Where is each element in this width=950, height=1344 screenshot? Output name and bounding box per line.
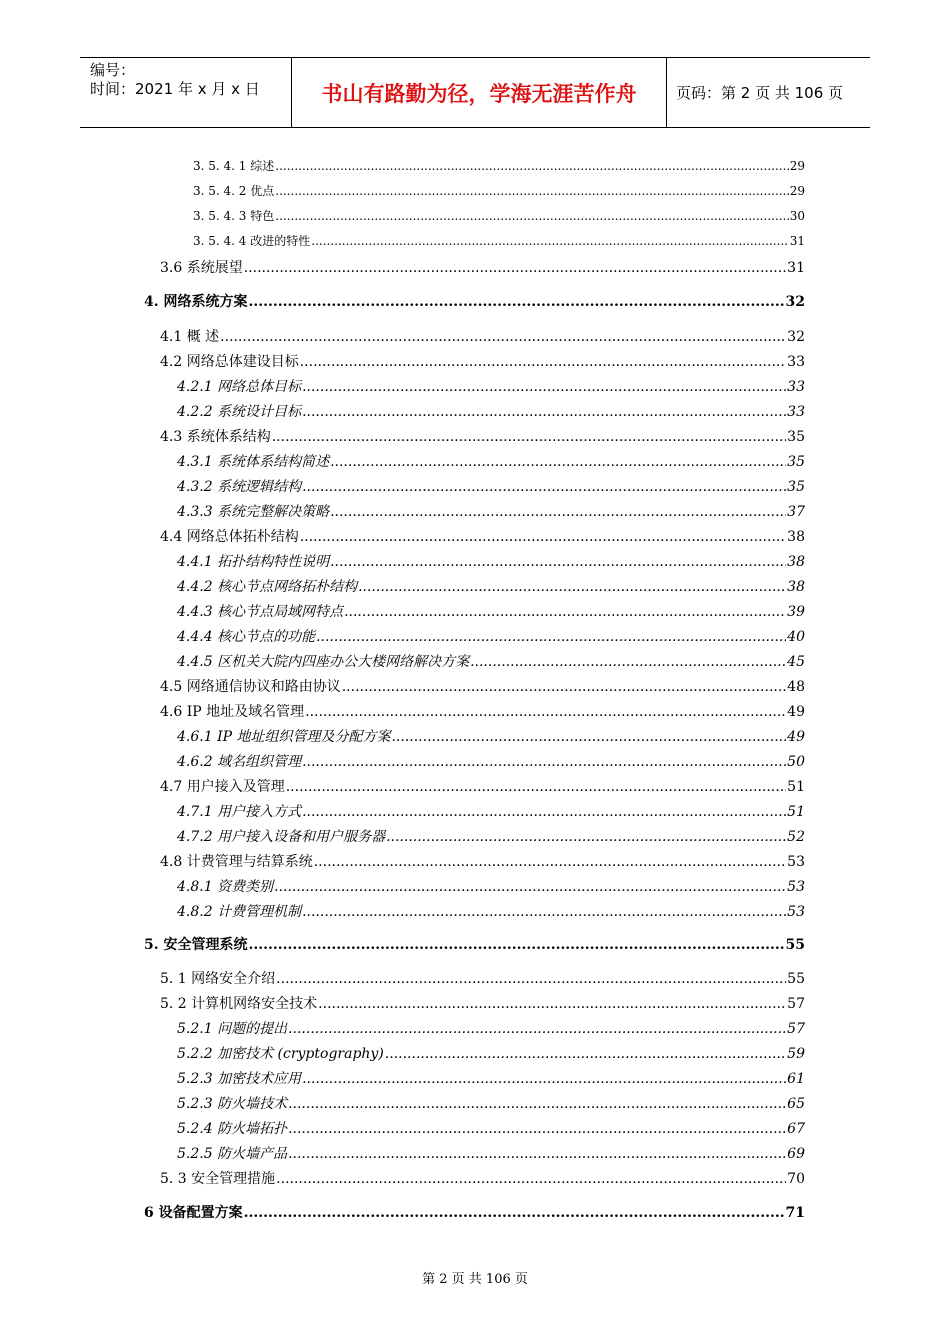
toc-entry-page: 35 [787,479,805,495]
toc-leader-dots [249,937,785,953]
toc-leader-dots [272,429,786,445]
toc-leader-dots [302,904,786,920]
toc-leader-dots [288,1096,786,1112]
toc-entry-label: 4.3.2 系统逻辑结构 [177,479,302,495]
toc-entry-page: 38 [787,579,805,595]
toc-entry-label: 4.6.2 域名组织管理 [177,754,302,770]
toc-entry-label: 4.3.1 系统体系结构简述 [177,454,330,470]
toc-entry[interactable] [193,157,805,174]
toc-entry-label: 4.6 IP 地址及域名管理 [160,704,305,720]
toc-entry[interactable] [160,676,805,696]
toc-entry-label: 4.8.1 资费类别 [177,879,274,895]
toc-leader-dots [385,1046,786,1062]
toc-leader-dots [342,679,786,695]
toc-entry-page: 32 [785,294,805,310]
toc-entry-page: 29 [789,159,805,173]
toc-entry[interactable] [144,934,805,954]
toc-leader-dots [288,1021,786,1037]
toc-entry-page: 49 [787,704,805,720]
toc-leader-dots [244,1205,785,1221]
toc-entry[interactable] [177,826,805,846]
toc-leader-dots [302,404,786,420]
toc-entry-label: 3. 5. 4. 3 特色 [193,209,275,223]
toc-entry[interactable] [177,651,805,671]
toc-entry-label: 3. 5. 4. 1 综述 [193,159,275,173]
toc-entry-label: 4.8.2 计费管理机制 [177,904,302,920]
header-meta [80,58,292,127]
toc-entry-label: 4.7 用户接入及管理 [160,779,285,795]
toc-entry-page: 39 [787,604,805,620]
toc-leader-dots [302,479,786,495]
toc-entry-label: 4.1 概 述 [160,329,220,345]
toc-entry-page: 49 [787,729,805,745]
toc-leader-dots [275,184,788,198]
toc-entry[interactable] [177,1068,805,1088]
toc-entry[interactable] [177,601,805,621]
toc-entry[interactable] [177,751,805,771]
toc-entry[interactable] [160,526,805,546]
toc-leader-dots [330,554,786,570]
toc-leader-dots [330,504,786,520]
toc-entry-page: 71 [785,1205,805,1221]
toc-entry[interactable] [177,501,805,521]
toc-entry-page: 30 [789,209,805,223]
toc-entry-label: 3.6 系统展望 [160,260,243,276]
toc-entry-page: 48 [787,679,805,695]
toc-leader-dots [314,854,786,870]
toc-entry[interactable] [144,291,805,311]
toc-entry[interactable] [177,551,805,571]
page-footer: 第 2 页 共 106 页 [422,1272,528,1287]
toc-entry-label: 4.4 网络总体拓朴结构 [160,529,299,545]
toc-leader-dots [288,1146,786,1162]
toc-entry[interactable] [177,1043,805,1063]
toc-entry[interactable] [177,726,805,746]
toc-leader-dots [344,604,786,620]
toc-entry-label: 4.4.1 拓扑结构特性说明 [177,554,330,570]
toc-entry-label: 4.3.3 系统完整解决策略 [177,504,330,520]
toc-entry-label: 5.2.3 防火墙技术 [177,1096,288,1112]
toc-leader-dots [330,454,786,470]
toc-entry[interactable] [160,326,805,346]
toc-entry-label: 5. 安全管理系统 [144,937,248,953]
toc-entry-label: 4.2.1 网络总体目标 [177,379,302,395]
toc-entry-page: 53 [787,854,805,870]
toc-entry-label: 4.6.1 IP 地址组织管理及分配方案 [177,729,391,745]
page-header [80,57,870,128]
toc-entry-page: 38 [787,554,805,570]
toc-entry[interactable] [160,257,805,277]
toc-entry[interactable] [177,576,805,596]
toc-leader-dots [276,971,786,987]
toc-entry[interactable] [177,1018,805,1038]
toc-entry[interactable] [177,801,805,821]
toc-entry-page: 45 [787,654,805,670]
toc-entry[interactable] [177,451,805,471]
toc-leader-dots [288,1121,786,1137]
toc-entry-label: 5.2.5 防火墙产品 [177,1146,288,1162]
toc-entry[interactable] [160,776,805,796]
toc-entry[interactable] [177,1143,805,1163]
toc-entry-label: 4.2.2 系统设计目标 [177,404,302,420]
toc-leader-dots [386,829,786,845]
toc-entry-page: 51 [787,804,805,820]
toc-entry-label: 5.2.1 问题的提出 [177,1021,288,1037]
toc-leader-dots [275,209,788,223]
toc-entry-label: 4. 网络系统方案 [144,294,248,310]
toc-entry-page: 40 [787,629,805,645]
toc-entry-label: 5.2.4 防火墙拓扑 [177,1121,288,1137]
toc-leader-dots [311,234,788,248]
toc-leader-dots [249,294,785,310]
toc-entry[interactable] [160,426,805,446]
toc-entry-page: 33 [787,379,805,395]
toc-entry[interactable] [193,182,805,199]
toc-entry-label: 4.5 网络通信协议和路由协议 [160,679,341,695]
toc-entry-label: 4.3 系统体系结构 [160,429,271,445]
toc-leader-dots [220,329,786,345]
toc-entry-page: 35 [787,454,805,470]
toc-leader-dots [300,354,786,370]
toc-entry-page: 70 [787,1171,805,1187]
header-page-info: 页码：第 2 页 共 106 页 [676,84,844,102]
toc-entry-page: 69 [787,1146,805,1162]
toc-leader-dots [302,379,786,395]
toc-leader-dots [244,260,786,276]
toc-entry-page: 38 [787,529,805,545]
toc-leader-dots [318,996,786,1012]
toc-entry-page: 57 [787,996,805,1012]
toc-entry-label: 5.2.2 加密技术 (cryptography) [177,1046,384,1062]
toc-entry-page: 29 [789,184,805,198]
toc-leader-dots [286,779,786,795]
toc-entry-page: 65 [787,1096,805,1112]
toc-leader-dots [276,1171,786,1187]
toc-entry-page: 53 [787,879,805,895]
toc-entry-page: 61 [787,1071,805,1087]
toc-entry-label: 4.4.3 核心节点局域网特点 [177,604,344,620]
document-number-label: 编号： [90,61,136,79]
toc-entry-label: 3. 5. 4. 4 改进的特性 [193,234,311,248]
document-time-label: 时间：2021 年 x 月 x 日 [90,80,260,98]
toc-entry[interactable] [160,701,805,721]
toc-entry-page: 55 [787,971,805,987]
toc-entry-page: 51 [787,779,805,795]
toc-entry-label: 4.4.4 核心节点的功能 [177,629,316,645]
toc-entry-label: 6 设备配置方案 [144,1205,243,1221]
toc-entry-label: 3. 5. 4. 2 优点 [193,184,275,198]
toc-entry[interactable] [177,901,805,921]
toc-entry[interactable] [177,876,805,896]
toc-entry[interactable] [177,1118,805,1138]
toc-leader-dots [274,879,786,895]
toc-entry-page: 31 [787,260,805,276]
toc-entry-page: 32 [787,329,805,345]
toc-leader-dots [358,579,786,595]
toc-entry-page: 33 [787,404,805,420]
toc-entry[interactable] [160,1168,805,1188]
toc-leader-dots [302,1071,786,1087]
toc-leader-dots [302,754,786,770]
toc-entry[interactable] [193,232,805,249]
toc-entry-page: 55 [785,937,805,953]
toc-entry[interactable] [177,401,805,421]
toc-entry-page: 33 [787,354,805,370]
toc-entry-label: 4.4.2 核心节点网络拓朴结构 [177,579,358,595]
toc-leader-dots [316,629,786,645]
toc-leader-dots [305,704,786,720]
toc-entry-label: 4.2 网络总体建设目标 [160,354,299,370]
toc-entry[interactable] [177,476,805,496]
toc-entry-page: 37 [787,504,805,520]
toc-entry-page: 57 [787,1021,805,1037]
toc-entry[interactable] [144,1202,805,1222]
toc-entry-page: 53 [787,904,805,920]
toc-leader-dots [275,159,788,173]
toc-leader-dots [300,529,786,545]
toc-entry[interactable] [177,376,805,396]
toc-entry[interactable] [177,1093,805,1113]
header-motto: 书山有路勤为径，学海无涯苦作舟 [292,58,667,127]
toc-entry-page: 50 [787,754,805,770]
toc-entry-label: 5.2.3 加密技术应用 [177,1071,302,1087]
toc-entry[interactable] [160,968,805,988]
toc-entry-page: 31 [789,234,805,248]
toc-entry-label: 4.7.1 用户接入方式 [177,804,302,820]
toc-entry[interactable] [160,993,805,1013]
toc-entry-page: 52 [787,829,805,845]
toc-entry-page: 59 [787,1046,805,1062]
toc-entry[interactable] [177,626,805,646]
toc-entry-label: 4.4.5 区机关大院内四座办公大楼网络解决方案 [177,654,470,670]
toc-leader-dots [391,729,786,745]
toc-entry-page: 67 [787,1121,805,1137]
toc-entry[interactable] [160,851,805,871]
toc-entry[interactable] [160,351,805,371]
toc-entry-label: 5. 3 安全管理措施 [160,1171,276,1187]
toc-entry[interactable] [193,207,805,224]
toc-leader-dots [302,804,786,820]
toc-entry-label: 5. 2 计算机网络安全技术 [160,996,318,1012]
toc-entry-label: 4.8 计费管理与结算系统 [160,854,313,870]
toc-entry-page: 35 [787,429,805,445]
toc-entry-label: 4.7.2 用户接入设备和用户服务器 [177,829,386,845]
toc-entry-label: 5. 1 网络安全介绍 [160,971,276,987]
toc-leader-dots [470,654,786,670]
